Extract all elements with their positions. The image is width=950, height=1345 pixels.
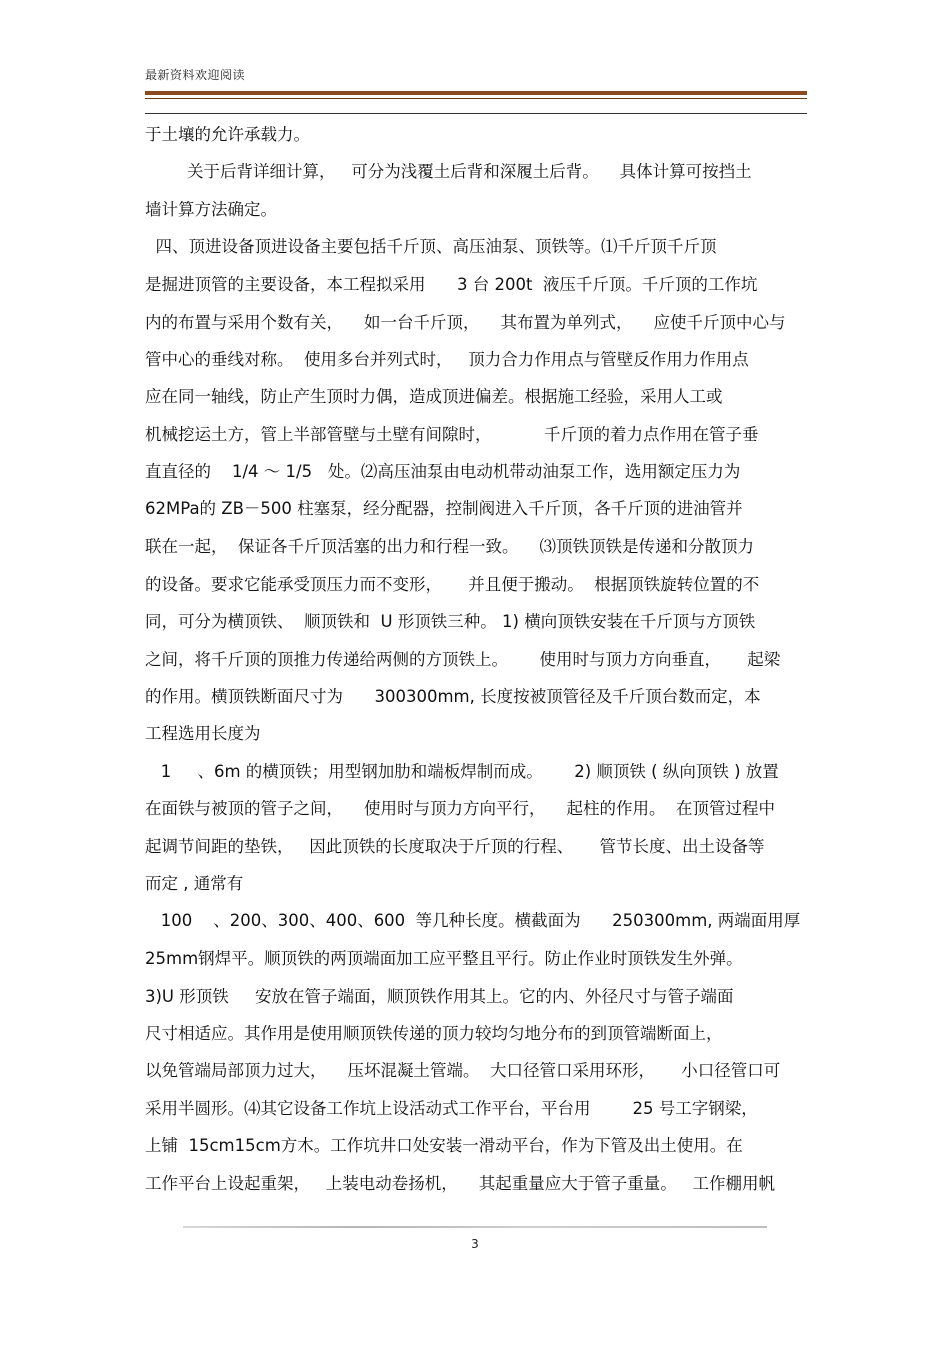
body-line: 管中心的垂线对称。 使用多台并列式时， 顶力合力作用点与管壁反作用力作用点 bbox=[145, 350, 749, 369]
body-line: 62MPa的 ZB－500 柱塞泵，经分配器，控制阀进入千斤顶，各千斤顶的进油管并 bbox=[145, 499, 743, 518]
body-line: 3)U 形顶铁 安放在管子端面，顺顶铁作用其上。它的内、外径尺寸与管子端面 bbox=[145, 987, 734, 1006]
header-title: 最新资料欢迎阅读 bbox=[145, 68, 246, 82]
header-rule-thin bbox=[145, 98, 807, 99]
footer-rule bbox=[183, 1226, 767, 1228]
body-line: 是掘进顶管的主要设备，本工程拟采用 3 台 200t 液压千斤顶。千斤顶的工作坑 bbox=[145, 275, 758, 294]
body-line: 机械挖运土方，管上半部管壁与土壁有间隙时， 千斤顶的着力点作用在管子垂 bbox=[145, 425, 759, 444]
body-line: 于土壤的允许承载力。 bbox=[145, 125, 310, 144]
body-line: 在面铁与被顶的管子之间， 使用时与顶力方向平行， 起柱的作用。 在顶管过程中 bbox=[145, 799, 775, 818]
body-line: 起调节间距的垫铁， 因此顶铁的长度取决于斤顶的行程、 管节长度、出土设备等 bbox=[145, 837, 765, 856]
body-line: 1 、6m 的横顶铁；用型钢加肋和端板焊制而成。 2) 顺顶铁 ( 纵向顶铁 ) 放置 bbox=[145, 762, 779, 781]
header-rule-thick bbox=[145, 91, 807, 95]
body-line: 关于后背详细计算， 可分为浅覆土后背和深履土后背。 具体计算可按挡土 bbox=[145, 162, 752, 181]
body-line: 采用半圆形。⑷其它设备工作坑上设活动式工作平台，平台用 25 号工字钢梁， bbox=[145, 1099, 758, 1118]
body-line: 上铺 15cm15cm方木。工作坑井口处安装一滑动平台，作为下管及出土使用。在 bbox=[145, 1136, 743, 1155]
body-line: 工作平台上设起重架， 上装电动卷扬机， 其起重量应大于管子重量。 工作棚用帆 bbox=[145, 1174, 775, 1193]
page-number: 3 bbox=[471, 1237, 479, 1251]
body-line: 应在同一轴线，防止产生顶时力偶，造成顶进偏差。根据施工经验，采用人工或 bbox=[145, 387, 723, 406]
body-line: 直直径的 1/4 ～ 1/5 处。⑵高压油泵由电动机带动油泵工作，选用额定压力为 bbox=[145, 462, 741, 481]
body-line: 的作用。横顶铁断面尺寸为 300300mm, 长度按被顶管径及千斤顶台数而定，本 bbox=[145, 687, 761, 706]
body-line: 内的布置与采用个数有关， 如一台千斤顶， 其布置为单列式， 应使千斤顶中心与 bbox=[145, 313, 786, 332]
body-line: 墙计算方法确定。 bbox=[145, 200, 277, 219]
body-line: 尺寸相适应。其作用是使用顺顶铁传递的顶力较均匀地分布的到顶管端断面上， bbox=[145, 1024, 723, 1043]
body-line: 工程选用长度为 bbox=[145, 724, 261, 743]
body-line: 四、顶进设备顶进设备主要包括千斤顶、高压油泵、顶铁等。⑴千斤顶千斤顶 bbox=[145, 237, 717, 256]
body-line: 之间，将千斤顶的顶推力传递给两侧的方顶铁上。 使用时与顶力方向垂直， 起梁 bbox=[145, 650, 781, 669]
content-top-border bbox=[145, 113, 807, 114]
body-line: 而定 , 通常有 bbox=[145, 874, 244, 893]
body-line: 的设备。要求它能承受顶压力而不变形， 并且便于搬动。 根据顶铁旋转位置的不 bbox=[145, 575, 760, 594]
body-line: 25mm钢焊平。顺顶铁的两顶端面加工应平整且平行。防止作业时顶铁发生外弹。 bbox=[145, 949, 743, 968]
body-line: 100 、200、300、400、600 等几种长度。横截面为 250300mm, 两端面用厚 bbox=[145, 911, 801, 930]
body-line: 同，可分为横顶铁、 顺顶铁和 U 形顶铁三种。 1) 横向顶铁安装在千斤顶与方顶铁 bbox=[145, 612, 756, 631]
body-line: 联在一起， 保证各千斤顶活塞的出力和行程一致。 ⑶顶铁顶铁是传递和分散顶力 bbox=[145, 537, 754, 556]
body-line: 以免管端局部顶力过大， 压坏混凝土管端。 大口径管口采用环形， 小口径管口可 bbox=[145, 1061, 781, 1080]
